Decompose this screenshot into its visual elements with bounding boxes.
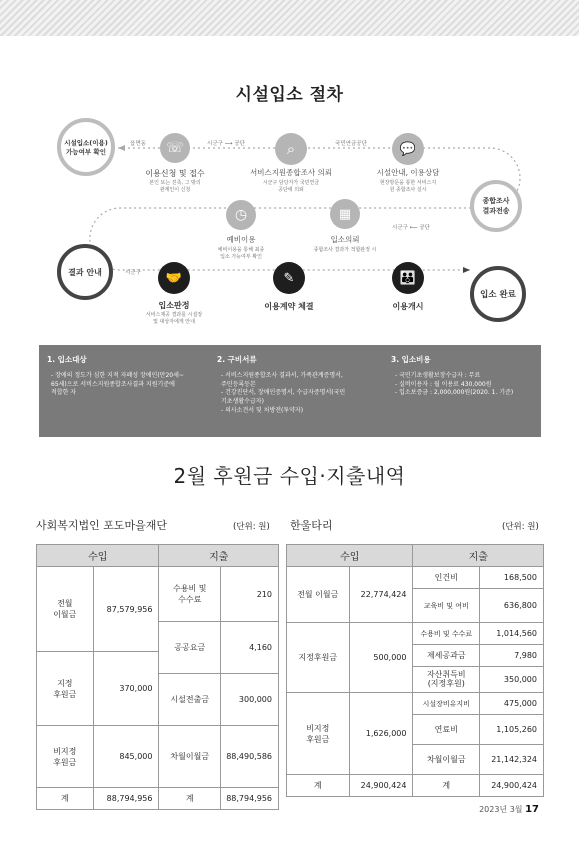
page-footer <box>479 804 539 815</box>
step1-label: 이용신청 및 접수 <box>145 169 205 178</box>
start-label: 시설입소(이용) 가능여부 확인 <box>64 139 108 156</box>
left-out-value: 210 <box>221 567 279 622</box>
info-costs-title: 3. 입소비용 <box>391 355 431 364</box>
left-in-label: 전월 이월금 <box>37 567 94 652</box>
left-expense-header: 지출 <box>159 545 279 567</box>
left-in-label: 지정 후원금 <box>37 652 94 726</box>
step3-desc: 현장방문을 통한 서비스지 원 종합조사 실시 <box>379 180 437 193</box>
info-line: - 의사소견서 및 처방전(투약자) <box>221 406 304 414</box>
step7-label: 이용계약 체결 <box>264 302 314 311</box>
left-out-label: 공공요금 <box>159 622 221 674</box>
end-label: 입소 완료 <box>480 290 516 300</box>
step5-desc: 예비이용을 통해 최종 입소 가능여부 확인 <box>217 247 265 260</box>
left-out-value: 4,160 <box>221 622 279 674</box>
right-out-label: 시설장비유지비 <box>413 693 480 715</box>
phone-icon: ☏ <box>160 133 190 163</box>
step2-desc: 시군구 담당자가 국민연금 공단에 의뢰 <box>262 180 320 193</box>
left-total-out: 88,794,956 <box>221 788 279 810</box>
right-total-out: 24,900,424 <box>480 775 544 797</box>
step6-desc: 서비스제공 결과를 시설장 및 대상자에게 안내 <box>145 312 203 325</box>
info-col-documents <box>217 355 387 415</box>
right-in-value: 500,000 <box>349 623 413 693</box>
right-out-value: 636,800 <box>480 589 544 623</box>
right-out-value: 21,142,324 <box>480 745 544 775</box>
report-title: 2월 후원금 수입·지출내역 <box>173 464 406 488</box>
magnifier-icon: ⌕ <box>275 133 307 165</box>
result-transfer-circle <box>470 180 522 232</box>
footer-date: 2023년 3월 <box>479 805 523 814</box>
info-line: 적합한 자 <box>51 389 77 397</box>
right-unit: (단위: 원) <box>502 522 539 532</box>
step4-desc: 종합조사 결과가 적합판정 시 <box>313 247 377 253</box>
left-out-value: 88,490,586 <box>221 726 279 788</box>
result-transfer-label: 종합조사 결과전송 <box>482 197 510 215</box>
right-out-value: 1,014,560 <box>480 623 544 645</box>
step8-label: 이용개시 <box>392 302 424 311</box>
family-icon: 👪 <box>392 262 424 294</box>
right-total-label: 계 <box>287 775 350 797</box>
info-line: 기초생활수급자) <box>221 397 264 405</box>
right-in-label: 비지정 후원금 <box>287 693 350 775</box>
arrow1-label: 시군구 ⟶ 공단 <box>207 141 245 147</box>
step1-top-label: 읍면동 <box>130 141 146 147</box>
step2-label: 서비스지원종합조사 의뢰 <box>249 168 333 177</box>
left-total-label: 계 <box>37 788 94 810</box>
right-total-out-label: 계 <box>413 775 480 797</box>
info-line: - 건강진단서, 장애인증명서, 수급자증명서(국민 <box>221 389 346 397</box>
chat-bubble-icon: 💬 <box>392 133 424 165</box>
end-circle <box>470 266 526 322</box>
right-in-label: 전월 이월금 <box>287 567 350 623</box>
right-org-name: 한울타리 <box>290 519 333 532</box>
calendar-icon: ▦ <box>330 199 360 229</box>
info-line: - 국민기초생활보장수급자 : 무료 <box>395 371 481 379</box>
left-finance-table <box>36 544 279 810</box>
left-org-name: 사회복지법인 포도마을재단 <box>36 519 168 532</box>
right-out-label: 자산취득비 (지정후원) <box>413 667 480 693</box>
right-total-in: 24,900,424 <box>349 775 413 797</box>
clock-icon: ◷ <box>226 200 256 230</box>
right-out-value: 1,105,260 <box>480 715 544 745</box>
step5-label: 예비이용 <box>226 235 256 244</box>
step1-desc: 본인 또는 친족, 그 밖의 관계인이 신청 <box>149 180 201 193</box>
page-number: 17 <box>525 804 539 815</box>
right-out-label: 연료비 <box>413 715 480 745</box>
handshake-icon: 🤝 <box>158 262 190 294</box>
left-unit: (단위: 원) <box>233 522 270 532</box>
step3-label: 시설안내, 이용상담 <box>376 168 440 177</box>
left-out-label: 차월이월금 <box>159 726 221 788</box>
left-in-label: 비지정 후원금 <box>37 726 94 788</box>
left-out-value: 300,000 <box>221 674 279 726</box>
left-out-label: 시설전출금 <box>159 674 221 726</box>
right-out-label: 수용비 및 수수료 <box>413 623 480 645</box>
right-out-value: 475,000 <box>480 693 544 715</box>
right-out-value: 168,500 <box>480 567 544 589</box>
info-col-target <box>47 355 207 398</box>
right-out-value: 350,000 <box>480 667 544 693</box>
info-line: - 입소보증금 : 2,000,000원(2020. 1. 기준) <box>395 389 514 397</box>
left-total-in: 88,794,956 <box>93 788 159 810</box>
right-out-label: 인건비 <box>413 567 480 589</box>
right-out-label: 차월이월금 <box>413 745 480 775</box>
left-income-header: 수입 <box>37 545 159 567</box>
info-target-title: 1. 입소대상 <box>47 355 87 364</box>
arrow4-label: 시군구 <box>125 270 141 276</box>
start-circle <box>57 118 115 176</box>
result-notice-label: 결과 안내 <box>68 267 102 277</box>
left-out-label: 수용비 및 수수료 <box>159 567 221 622</box>
admission-info-box <box>39 345 541 437</box>
left-in-value: 370,000 <box>93 652 159 726</box>
result-notice-circle <box>57 244 113 300</box>
right-in-label: 지정후원금 <box>287 623 350 693</box>
info-col-costs <box>391 355 539 398</box>
right-out-label: 제세공과금 <box>413 645 480 667</box>
right-in-value: 22,774,424 <box>349 567 413 623</box>
arrow3-label: 시군구 ⟵ 공단 <box>392 225 430 231</box>
step6-label: 입소판정 <box>158 301 190 310</box>
info-line: 주민등록등본 <box>221 380 256 388</box>
procedure-title: 시설입소 절차 <box>235 85 344 105</box>
right-out-label: 교육비 및 여비 <box>413 589 480 623</box>
info-line: 65세)으로 서비스지원종합조사결과 지원기준에 <box>51 380 175 388</box>
right-finance-table <box>286 544 544 797</box>
right-income-header: 수입 <box>287 545 413 567</box>
info-line: - 장애의 정도가 심한 지적 자폐성 장애인(만20세~ <box>51 371 184 379</box>
arrow2-label: 국민연금공단 <box>335 141 367 147</box>
right-in-value: 1,626,000 <box>349 693 413 775</box>
right-expense-header: 지출 <box>413 545 544 567</box>
info-documents-title: 2. 구비서류 <box>217 355 257 364</box>
right-out-value: 7,980 <box>480 645 544 667</box>
left-total-out-label: 계 <box>159 788 221 810</box>
left-in-value: 87,579,956 <box>93 567 159 652</box>
step4-label: 입소의뢰 <box>330 235 360 244</box>
left-in-value: 845,000 <box>93 726 159 788</box>
info-line: - 서비스지원종합조사 결과서, 가족관계증명서, <box>221 371 343 379</box>
info-line: - 실비이용자 : 월 이용료 430,000원 <box>395 380 492 388</box>
contract-document-icon: ✎ <box>273 262 305 294</box>
